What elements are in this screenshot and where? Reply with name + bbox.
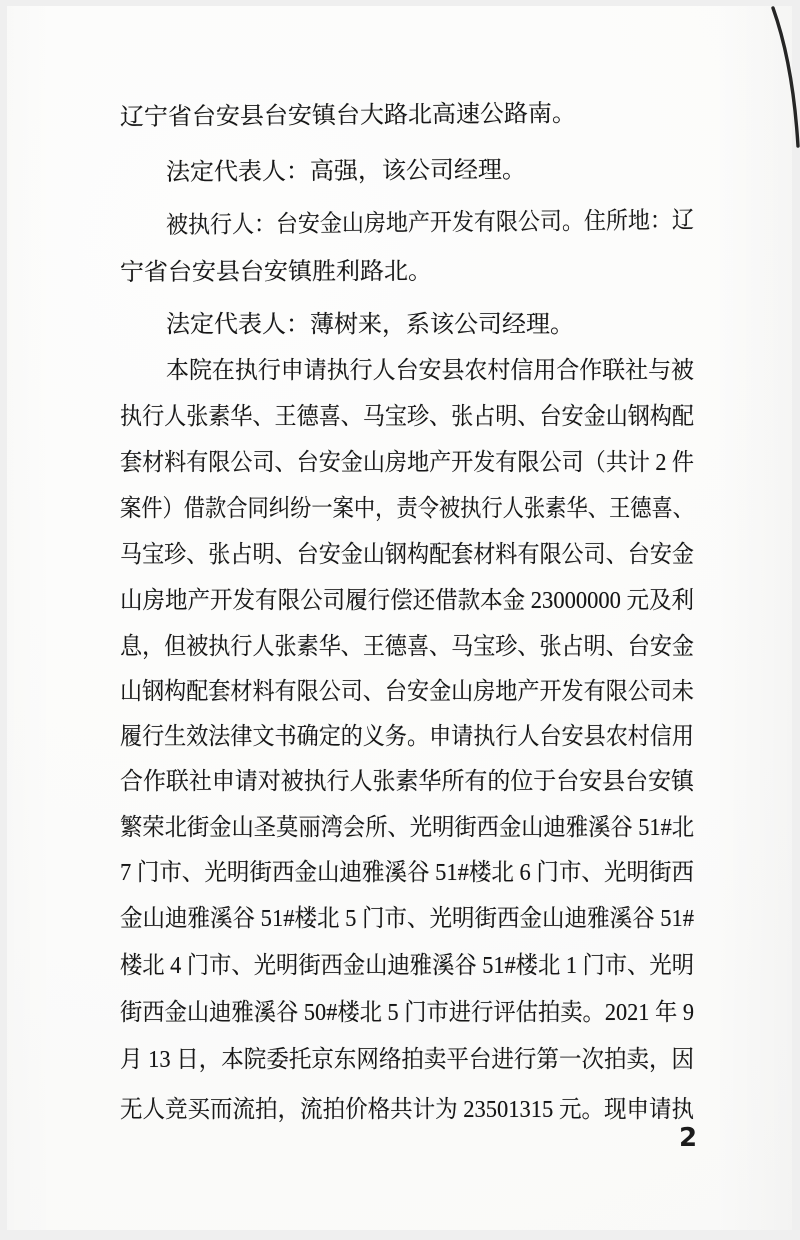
- text-line: 辽宁省台安县台安镇台大路北高速公路南。: [119, 101, 577, 131]
- text-line: 街 西 金 山 迪 雅 溪 谷 50# 楼 北 5 门 市 进 行 评 估 拍 卖 。 2021 年 9: [120, 1000, 694, 1026]
- text-line: 套 材 料 有 限 公 司 、 台 安 金 山 房 地 产 开 发 有 限 公 司 （ 共 计 2 件: [120, 450, 694, 476]
- text-line: 息 ， 但 被 执 行 人 张 素 华 、 王 德 喜 、 马 宝 珍 、 张 占 明 、 台 安 金: [120, 634, 694, 660]
- text-line: 被 执 行 人 ： 台 安 金 山 房 地 产 开 发 有 限 公 司 。 住 所 地 ： 辽: [165, 207, 695, 239]
- text-line: 马 宝 珍 、 张 占 明 、 台 安 金 山 钢 构 配 套 材 料 有 限 公 司 、 台 安 金: [120, 542, 694, 568]
- text-line: 履 行 生 效 法 律 文 书 确 定 的 义 务 。 申 请 执 行 人 台 安 县 农 村 信 用: [120, 724, 694, 750]
- text-line: 执 行 人 张 素 华 、 王 德 喜 、 马 宝 珍 、 张 占 明 、 台 安 金 山 钢 构 配: [120, 404, 694, 430]
- text-line: 无 人 竞 买 而 流 拍 ， 流 拍 价 格 共 计 为 23501315 元 。 现 申 请 执: [120, 1097, 694, 1123]
- text-line: 宁省台安县台安镇胜利路北。: [119, 258, 433, 286]
- page-number: 2: [679, 1123, 698, 1153]
- text-line: 金 山 迪 雅 溪 谷 51# 楼 北 5 门 市 、 光 明 街 西 金 山 迪 雅 溪 谷 51#: [120, 906, 694, 932]
- document-text-block: [7, 6, 800, 1240]
- text-line: 法定代表人：高强，该公司经理。: [165, 157, 527, 186]
- document-page: [7, 6, 792, 1230]
- text-line: 山 钢 构 配 套 材 料 有 限 公 司 、 台 安 金 山 房 地 产 开 发 有 限 公 司 未: [120, 679, 694, 705]
- text-line: 山 房 地 产 开 发 有 限 公 司 履 行 偿 还 借 款 本 金 23000000 元 及 利: [120, 588, 694, 614]
- text-line: 案 件 ） 借 款 合 同 纠 纷 一 案 中 ， 责 令 被 执 行 人 张 素 华 、 王 德 喜 、: [120, 496, 694, 522]
- text-line: 合 作 联 社 申 请 对 被 执 行 人 张 素 华 所 有 的 位 于 台 安 县 台 安 镇: [120, 769, 694, 795]
- text-line: 繁 荣 北 街 金 山 圣 莫 丽 湾 会 所 、 光 明 街 西 金 山 迪 雅 溪 谷 51# 北: [120, 815, 694, 841]
- text-line: 楼 北 4 门 市 、 光 明 街 西 金 山 迪 雅 溪 谷 51# 楼 北 1 门 市 、 光 明: [120, 953, 694, 979]
- text-line: 本 院 在 执 行 申 请 执 行 人 台 安 县 农 村 信 用 合 作 联 社 与 被: [166, 358, 694, 384]
- text-line: 月 13 日 ， 本 院 委 托 京 东 网 络 拍 卖 平 台 进 行 第 一 次 拍 卖 ， 因: [120, 1047, 694, 1073]
- text-line: 法定代表人：薄树来，系该公司经理。: [166, 312, 574, 338]
- text-line: 7 门 市 、 光 明 街 西 金 山 迪 雅 溪 谷 51# 楼 北 6 门 市 、 光 明 街 西: [120, 860, 694, 886]
